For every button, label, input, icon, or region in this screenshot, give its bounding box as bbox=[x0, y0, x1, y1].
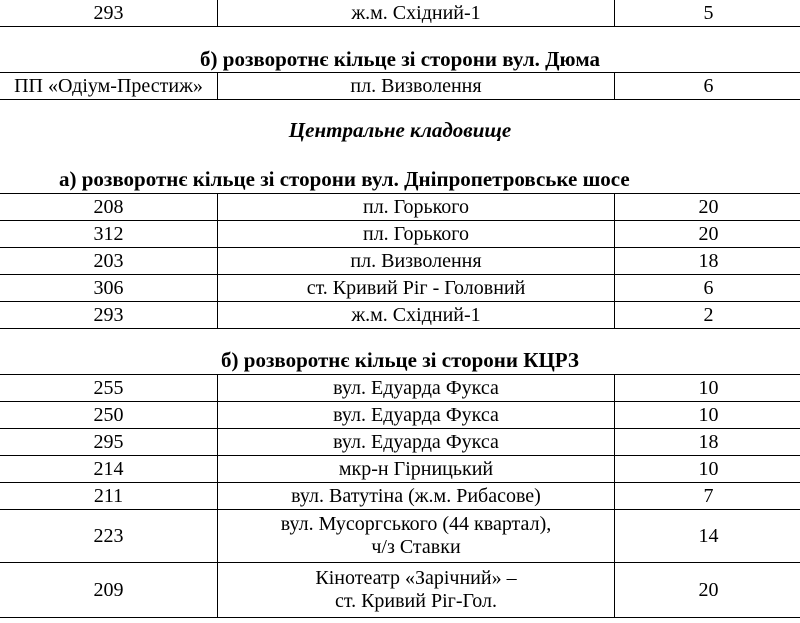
table-row bbox=[0, 275, 800, 302]
count-cell: 18 bbox=[615, 429, 800, 456]
route-cell: ПП «Одіум-Престиж» bbox=[0, 73, 218, 100]
stop-cell: ст. Кривий Ріг - Головний bbox=[218, 275, 615, 302]
stop-cell: мкр-н Гірницький bbox=[218, 456, 615, 483]
table-row bbox=[0, 563, 800, 618]
count-cell: 10 bbox=[615, 456, 800, 483]
section-heading-ktsrz: б) розворотнє кільце зі сторони КЦРЗ bbox=[221, 348, 579, 372]
stop-line: вул. Мусоргського (44 квартал), bbox=[280, 513, 552, 535]
route-cell: 209 bbox=[0, 563, 218, 618]
table-row bbox=[0, 429, 800, 456]
stop-cell bbox=[218, 510, 615, 563]
table-row bbox=[0, 483, 800, 510]
table-ktsrz bbox=[0, 374, 800, 618]
section-heading-dnipro: а) розворотнє кільце зі сторони вул. Дніпропетровське шосе bbox=[59, 167, 630, 191]
table-row bbox=[0, 375, 800, 402]
count-cell: 5 bbox=[615, 0, 800, 27]
route-cell: 295 bbox=[0, 429, 218, 456]
count-cell: 6 bbox=[615, 73, 800, 100]
stop-cell: вул. Едуарда Фукса bbox=[218, 429, 615, 456]
count-cell: 20 bbox=[615, 194, 800, 221]
route-cell: 208 bbox=[0, 194, 218, 221]
stop-cell bbox=[218, 563, 615, 618]
stop-cell: вул. Едуарда Фукса bbox=[218, 402, 615, 429]
table-dnipro bbox=[0, 193, 800, 329]
location-heading: Центральне кладовище bbox=[288, 118, 512, 142]
table-row bbox=[0, 402, 800, 429]
route-cell: 250 bbox=[0, 402, 218, 429]
route-cell: 203 bbox=[0, 248, 218, 275]
route-cell: 255 bbox=[0, 375, 218, 402]
stop-cell: вул. Едуарда Фукса bbox=[218, 375, 615, 402]
table-row bbox=[0, 221, 800, 248]
stop-line: ст. Кривий Ріг-Гол. bbox=[334, 590, 498, 612]
stop-line: ч/з Ставки bbox=[371, 536, 461, 558]
section-heading-dyuma: б) розворотнє кільце зі сторони вул. Дюма bbox=[200, 47, 600, 71]
table-row bbox=[0, 302, 800, 329]
table-row bbox=[0, 0, 800, 27]
stop-cell: пл. Визволення bbox=[218, 248, 615, 275]
count-cell: 14 bbox=[615, 510, 800, 563]
count-cell: 10 bbox=[615, 375, 800, 402]
stop-line: Кінотеатр «Зарічний» – bbox=[315, 567, 517, 589]
route-cell: 211 bbox=[0, 483, 218, 510]
stop-cell: пл. Визволення bbox=[218, 73, 615, 100]
table-row bbox=[0, 194, 800, 221]
route-cell: 293 bbox=[0, 302, 218, 329]
stop-cell: ж.м. Східний-1 bbox=[218, 302, 615, 329]
table-top bbox=[0, 0, 800, 27]
table-row bbox=[0, 73, 800, 100]
table-row bbox=[0, 456, 800, 483]
table-dyuma bbox=[0, 72, 800, 100]
count-cell: 6 bbox=[615, 275, 800, 302]
stop-cell: вул. Ватутіна (ж.м. Рибасове) bbox=[218, 483, 615, 510]
route-cell: 312 bbox=[0, 221, 218, 248]
route-cell: 306 bbox=[0, 275, 218, 302]
route-cell: 293 bbox=[0, 0, 218, 27]
count-cell: 7 bbox=[615, 483, 800, 510]
count-cell: 10 bbox=[615, 402, 800, 429]
count-cell: 20 bbox=[615, 221, 800, 248]
route-cell: 214 bbox=[0, 456, 218, 483]
count-cell: 2 bbox=[615, 302, 800, 329]
stop-cell: ж.м. Східний-1 bbox=[218, 0, 615, 27]
table-row bbox=[0, 510, 800, 563]
count-cell: 20 bbox=[615, 563, 800, 618]
count-cell: 18 bbox=[615, 248, 800, 275]
table-row bbox=[0, 248, 800, 275]
route-cell: 223 bbox=[0, 510, 218, 563]
stop-cell: пл. Горького bbox=[218, 194, 615, 221]
stop-cell: пл. Горького bbox=[218, 221, 615, 248]
